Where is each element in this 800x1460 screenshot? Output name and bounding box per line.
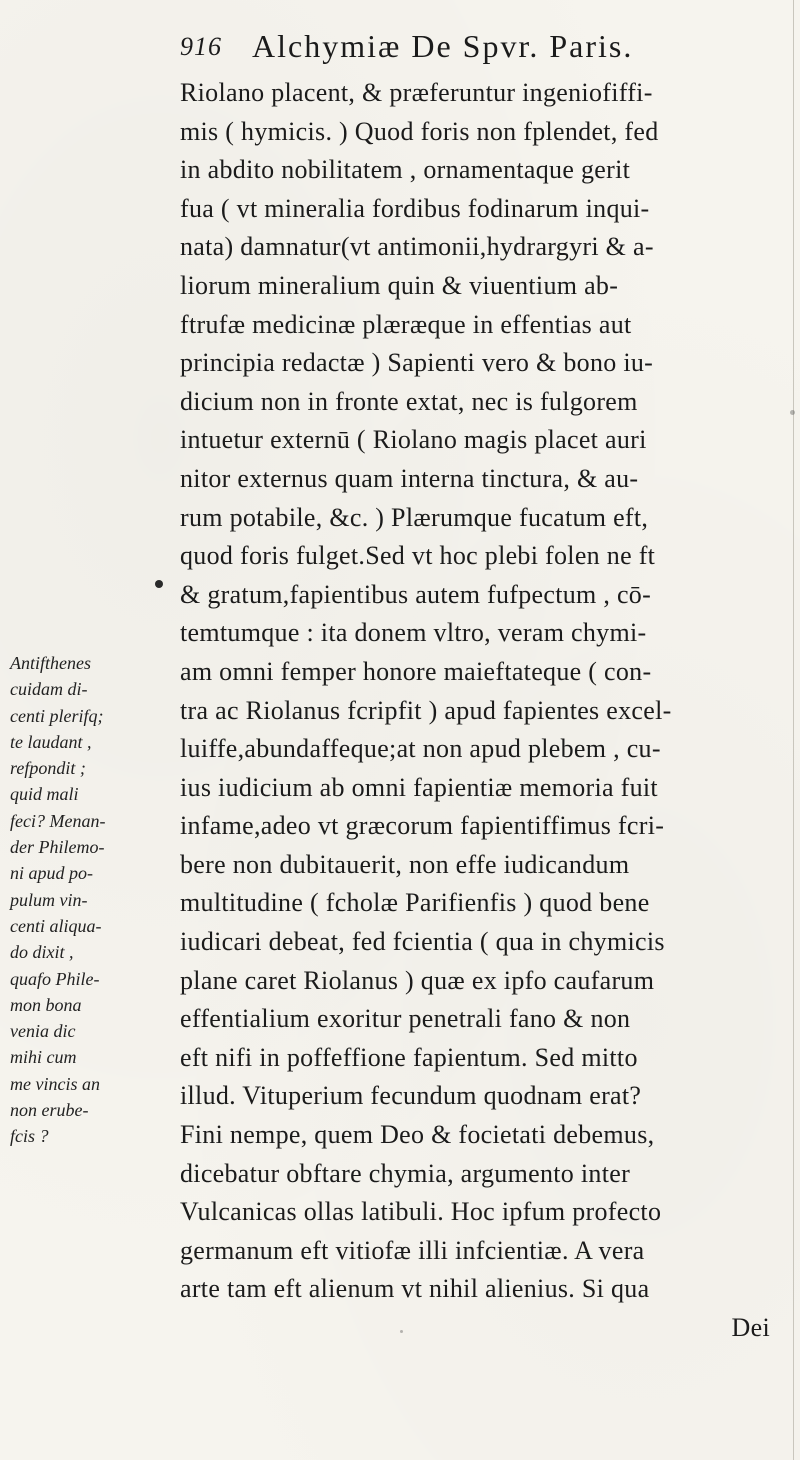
text-line: effentialium exoritur penetrali fano & non bbox=[180, 1004, 631, 1034]
margin-note-line: cuidam di- bbox=[10, 679, 88, 700]
text-line: ius iudicium ab omni fapientiæ memoria fuit bbox=[180, 772, 658, 802]
text-line: rum potabile, &c. ) Plærumque fucatum eft, bbox=[180, 502, 649, 532]
text-line: in abdito nobilitatem , ornamentaque gerit bbox=[180, 155, 631, 185]
text-line: germanum eft vitiofæ illi infcientiæ. A vera bbox=[180, 1235, 645, 1265]
margin-note-line: der Philemo- bbox=[10, 837, 105, 858]
margin-note-line: non erube- bbox=[10, 1100, 89, 1121]
margin-note-line: mihi cum bbox=[10, 1047, 77, 1068]
text-line: ftrufæ medicinæ plæræque in effentias aut bbox=[180, 309, 632, 339]
page-edge bbox=[793, 0, 794, 1460]
text-line: multitudine ( fcholæ Parifienfis ) quod bene bbox=[180, 888, 650, 918]
margin-note-line: venia dic bbox=[10, 1021, 76, 1042]
text-line: arte tam eft alienum vt nihil alienius. Si qua bbox=[180, 1274, 650, 1304]
margin-note-line: quid mali bbox=[10, 784, 79, 805]
margin-note-line: feci? Menan- bbox=[10, 810, 106, 831]
margin-note-line: te laudant , bbox=[10, 731, 92, 752]
text-line: am omni femper honore maieftateque ( con- bbox=[180, 656, 652, 686]
text-line: Fini nempe, quem Deo & focietati debemus, bbox=[180, 1120, 655, 1150]
margin-bullet bbox=[155, 580, 163, 588]
text-line: intuetur externū ( Riolano magis placet auri bbox=[180, 425, 647, 455]
text-line: temtumque : ita donem vltro, veram chymi- bbox=[180, 618, 647, 648]
margin-note-line: fcis ? bbox=[10, 1126, 49, 1147]
text-line: fua ( vt mineralia fordibus fodinarum inqui- bbox=[180, 193, 650, 223]
text-line: luiffe,abundaffeque;at non apud plebem , cu- bbox=[180, 734, 661, 764]
text-line: quod foris fulget.Sed vt hoc plebi folen ne ft bbox=[180, 541, 656, 571]
margin-note-line: refpondit ; bbox=[10, 758, 86, 779]
ink-speck bbox=[790, 410, 795, 415]
text-line: principia redactæ ) Sapienti vero & bono iu- bbox=[180, 348, 654, 378]
text-line: eft nifi in poffeffione fapientum. Sed mitto bbox=[180, 1042, 638, 1072]
page-header bbox=[180, 24, 740, 74]
margin-note-line: do dixit , bbox=[10, 942, 74, 963]
text-line: tra ac Riolanus fcripfit ) apud fapientes excel- bbox=[180, 695, 672, 725]
margin-note-line: pulum vin- bbox=[10, 889, 88, 910]
margin-note bbox=[10, 650, 185, 1150]
text-line: plane caret Riolanus ) quæ ex ipfo caufarum bbox=[180, 965, 655, 995]
text-line: Vulcanicas ollas latibuli. Hoc ipfum profecto bbox=[180, 1197, 662, 1227]
text-line: nata) damnatur(vt antimonii,hydrargyri & a- bbox=[180, 232, 654, 262]
body-text bbox=[180, 74, 770, 1348]
text-line: & gratum,fapientibus autem fufpectum , cō- bbox=[180, 579, 652, 609]
text-line: dicebatur obftare chymia, argumento inter bbox=[180, 1158, 631, 1188]
margin-note-line: centi plerifq; bbox=[10, 705, 104, 726]
margin-note-line: Antifthenes bbox=[10, 653, 91, 673]
page-number: 916 bbox=[180, 32, 222, 61]
running-title: Alchymiæ De Spvr. Paris. bbox=[252, 28, 634, 64]
text-line: mis ( hymicis. ) Quod foris non fplendet, fed bbox=[180, 116, 659, 146]
text-line: Riolano placent, & præferuntur ingeniofiffi- bbox=[180, 78, 653, 107]
text-line: bere non dubitauerit, non effe iudicandum bbox=[180, 849, 630, 879]
margin-note-line: quafo Phile- bbox=[10, 968, 100, 989]
text-line: liorum mineralium quin & viuentium ab- bbox=[180, 270, 619, 300]
text-line: dicium non in fronte extat, nec is fulgorem bbox=[180, 386, 638, 416]
text-line: illud. Vituperium fecundum quodnam erat? bbox=[180, 1081, 642, 1111]
ink-speck bbox=[400, 1330, 403, 1333]
text-line: infame,adeo vt græcorum fapientiffimus fcri- bbox=[180, 811, 665, 841]
margin-note-line: centi aliqua- bbox=[10, 915, 102, 936]
margin-note-line: me vincis an bbox=[10, 1073, 100, 1094]
margin-note-line: ni apud po- bbox=[10, 863, 93, 884]
margin-note-line: mon bona bbox=[10, 994, 82, 1015]
text-line: iudicari debeat, fed fcientia ( qua in chymicis bbox=[180, 927, 665, 957]
text-line: nitor externus quam interna tinctura, & au- bbox=[180, 463, 639, 493]
catchword: Dei bbox=[731, 1313, 770, 1342]
